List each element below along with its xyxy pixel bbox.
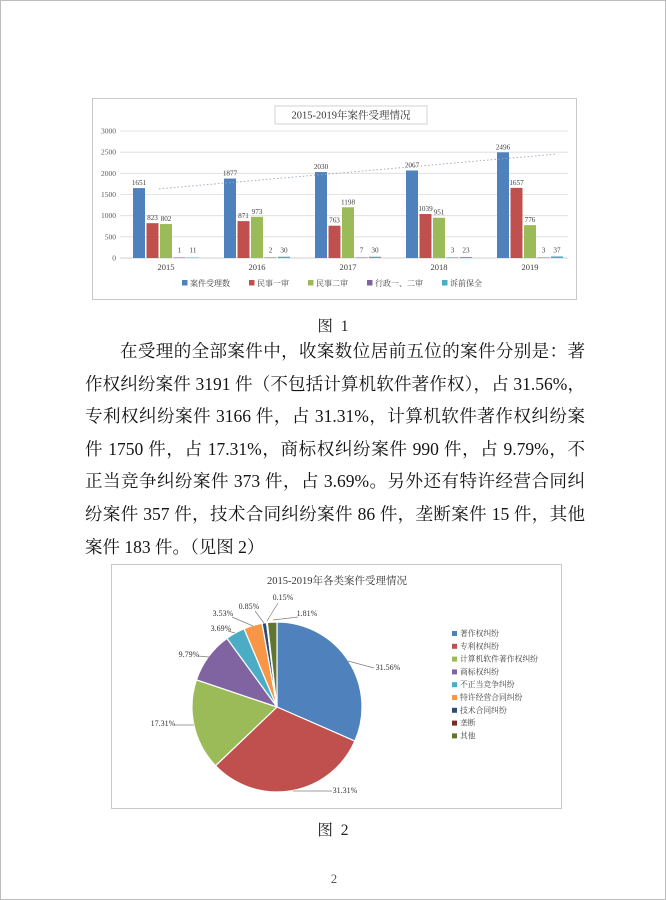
svg-text:871: 871 (238, 212, 249, 221)
svg-text:其他: 其他 (460, 731, 476, 741)
svg-text:31.31%: 31.31% (332, 786, 358, 795)
svg-text:计算机软件著作权纠纷: 计算机软件著作权纠纷 (460, 654, 538, 664)
svg-text:2500: 2500 (101, 147, 116, 157)
svg-text:1198: 1198 (340, 198, 356, 207)
svg-text:著作权纠纷: 著作权纠纷 (460, 629, 499, 638)
svg-text:商标权纠纷: 商标权纠纷 (460, 667, 499, 677)
svg-text:0: 0 (112, 253, 116, 263)
svg-text:1: 1 (177, 246, 182, 255)
svg-text:3: 3 (541, 246, 546, 255)
svg-text:垄断: 垄断 (460, 718, 476, 728)
svg-text:2019: 2019 (521, 262, 539, 272)
svg-text:2018: 2018 (430, 262, 448, 272)
svg-text:3.53%: 3.53% (212, 609, 234, 618)
figure2-pie-chart (111, 564, 562, 809)
svg-text:1.81%: 1.81% (296, 609, 318, 618)
svg-text:823: 823 (147, 214, 158, 223)
svg-text:2015-2019年各类案件受理情况: 2015-2019年各类案件受理情况 (267, 576, 407, 587)
page-number: 2 (330, 872, 338, 886)
svg-text:7: 7 (359, 246, 364, 255)
figure1-caption: 图 1 (317, 318, 351, 335)
svg-text:案件受理数: 案件受理数 (190, 279, 230, 288)
svg-text:37: 37 (553, 246, 561, 255)
body-paragraph: 在受理的全部案件中，收案数位居前五位的案件分别是：著作权纠纷案件 3191 件（不包括计算机软件著作权），占 31.56%，专利权纠纷案件 3166 件，占 31.31%，计算机软件著作权纠纷案件 1750 件，占 17.31%，商标权纠纷案件 990 件，占 9.79%，不正当竞争纠纷案件 373 件，占 3.69%。另外还有特许经营合同纠纷案件 357 件，技术合同纠纷案件 86 件，垄断案件 15 件，其他案件 183 件。（见图 2） (85, 341, 585, 557)
figure2-caption: 图 2 (317, 822, 351, 839)
svg-text:3.69%: 3.69% (210, 624, 232, 633)
svg-text:诉前保全: 诉前保全 (450, 279, 482, 288)
svg-text:行政一、二审: 行政一、二审 (375, 279, 423, 288)
svg-text:专利权纠纷: 专利权纠纷 (460, 641, 499, 651)
svg-text:973: 973 (251, 207, 263, 216)
svg-text:30: 30 (371, 246, 379, 255)
svg-text:1500: 1500 (101, 190, 116, 199)
svg-text:776: 776 (524, 216, 536, 225)
svg-text:11: 11 (189, 246, 197, 255)
svg-text:民事二审: 民事二审 (316, 279, 348, 288)
svg-text:民事一审: 民事一审 (257, 279, 289, 288)
svg-text:0.15%: 0.15% (272, 593, 294, 602)
svg-text:技术合同纠纷: 技术合同纠纷 (460, 705, 507, 715)
svg-text:1877: 1877 (222, 169, 238, 178)
svg-text:2496: 2496 (495, 143, 511, 152)
svg-text:2015: 2015 (157, 262, 175, 272)
svg-text:1657: 1657 (509, 178, 524, 187)
svg-text:2: 2 (268, 246, 273, 255)
svg-text:763: 763 (329, 216, 340, 225)
svg-text:1039: 1039 (418, 205, 433, 214)
svg-text:2000: 2000 (101, 168, 116, 178)
svg-text:802: 802 (160, 215, 172, 224)
svg-text:1000: 1000 (101, 211, 116, 221)
svg-text:951: 951 (433, 208, 445, 217)
svg-text:2030: 2030 (313, 163, 329, 172)
bar-chart-svg (93, 99, 576, 299)
svg-text:不正当竞争纠纷: 不正当竞争纠纷 (460, 680, 515, 690)
svg-text:31.56%: 31.56% (375, 663, 401, 672)
svg-text:2016: 2016 (248, 262, 266, 272)
figure1-bar-chart (92, 98, 577, 300)
svg-text:0.85%: 0.85% (238, 602, 260, 611)
svg-text:2067: 2067 (404, 161, 420, 170)
pie-chart-svg (112, 565, 561, 808)
svg-text:3: 3 (450, 246, 455, 255)
svg-text:500: 500 (104, 232, 116, 242)
svg-text:1651: 1651 (131, 179, 147, 188)
svg-text:9.79%: 9.79% (178, 650, 200, 659)
svg-text:17.31%: 17.31% (150, 719, 176, 728)
svg-text:3000: 3000 (101, 126, 116, 136)
svg-text:30: 30 (280, 246, 288, 255)
svg-text:2015-2019年案件受理情况: 2015-2019年案件受理情况 (291, 110, 411, 122)
svg-text:2017: 2017 (339, 262, 357, 272)
svg-text:23: 23 (462, 246, 470, 255)
svg-text:特许经营合同纠纷: 特许经营合同纠纷 (460, 693, 523, 702)
